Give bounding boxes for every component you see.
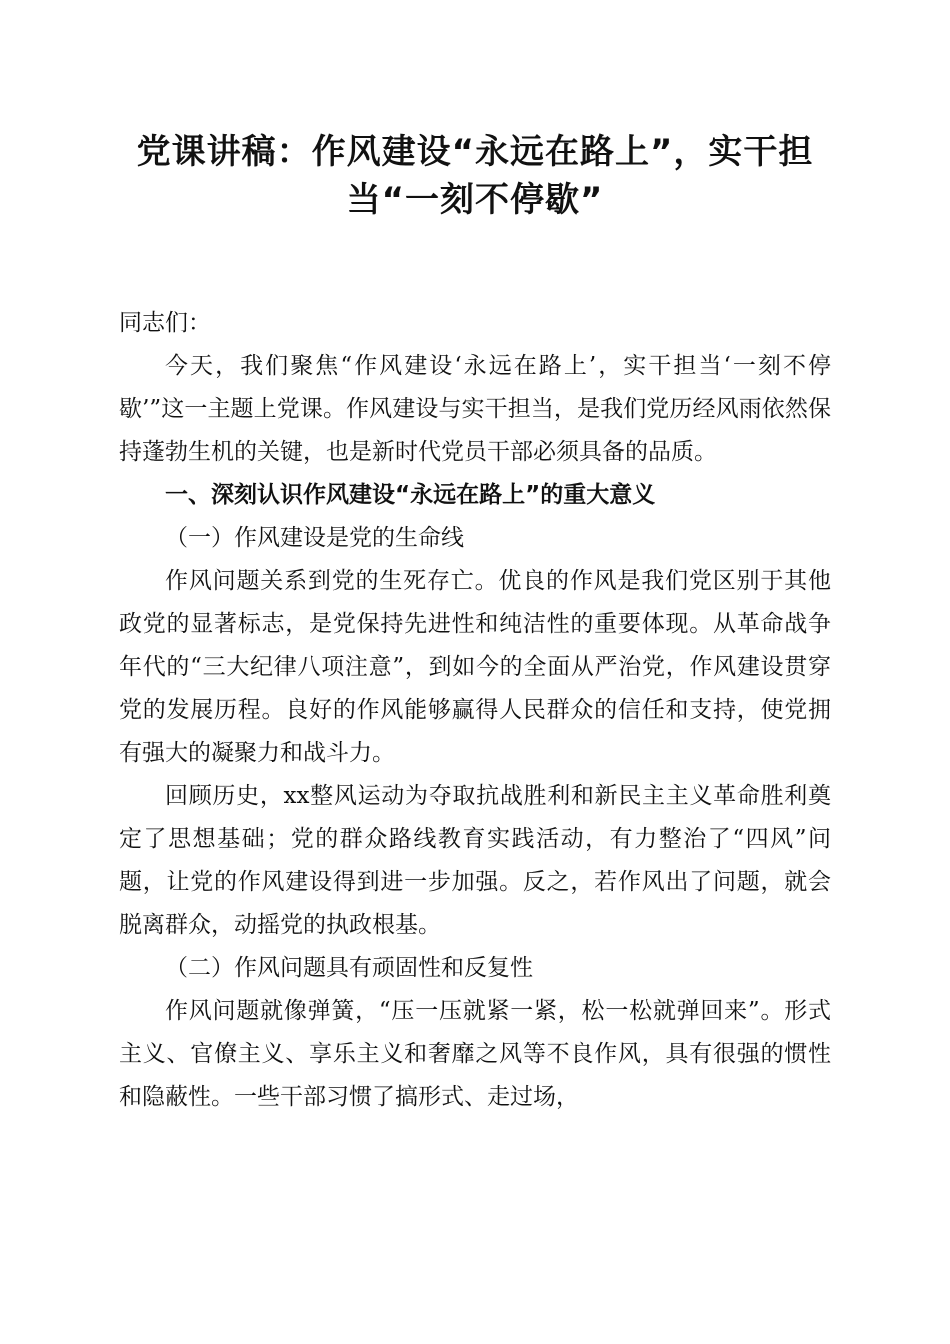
body-paragraph: 回顾历史，xx整风运动为夺取抗战胜利和新民主主义革命胜利奠定了思想基础；党的群众路线教育实践活动，有力整治了“四风”问题，让党的作风建设得到进一步加强。反之，若作风出了问题，就会脱离群众，动摇党的执政根基。 xyxy=(119,783,831,938)
section-heading-1: 一、深刻认识作风建设“永远在路上”的重大意义 xyxy=(165,482,656,508)
subsection-heading-2: （二）作风问题具有顽固性和反复性 xyxy=(165,955,533,981)
title-line-2: 当“一刻不停歇” xyxy=(346,180,604,220)
document-page xyxy=(119,128,831,1119)
body-paragraph: 作风问题就像弹簧，“压一压就紧一紧，松一松就弹回来”。形式主义、官僚主义、享乐主义和奢靡之风等不良作风，具有很强的惯性和隐蔽性。一些干部习惯了搞形式、走过场， xyxy=(119,998,831,1110)
intro-paragraph: 今天，我们聚焦“作风建设‘永远在路上’，实干担当‘一刻不停歇’”这一主题上党课。作风建设与实干担当，是我们党历经风雨依然保持蓬勃生机的关键，也是新时代党员干部必须具备的品质。 xyxy=(119,353,831,465)
body-paragraph: 作风问题关系到党的生死存亡。优良的作风是我们党区别于其他政党的显著标志，是党保持先进性和纯洁性的重要体现。从革命战争年代的“三大纪律八项注意”，到如今的全面从严治党，作风建设贯穿党的发展历程。良好的作风能够赢得人民群众的信任和支持，使党拥有强大的凝聚力和战斗力。 xyxy=(119,568,831,766)
salutation: 同志们： xyxy=(119,310,211,336)
subsection-heading-1: （一）作风建设是党的生命线 xyxy=(165,525,464,551)
document-title xyxy=(119,128,831,224)
title-line-1: 党课讲稿：作风建设“永远在路上”，实干担 xyxy=(136,132,814,172)
